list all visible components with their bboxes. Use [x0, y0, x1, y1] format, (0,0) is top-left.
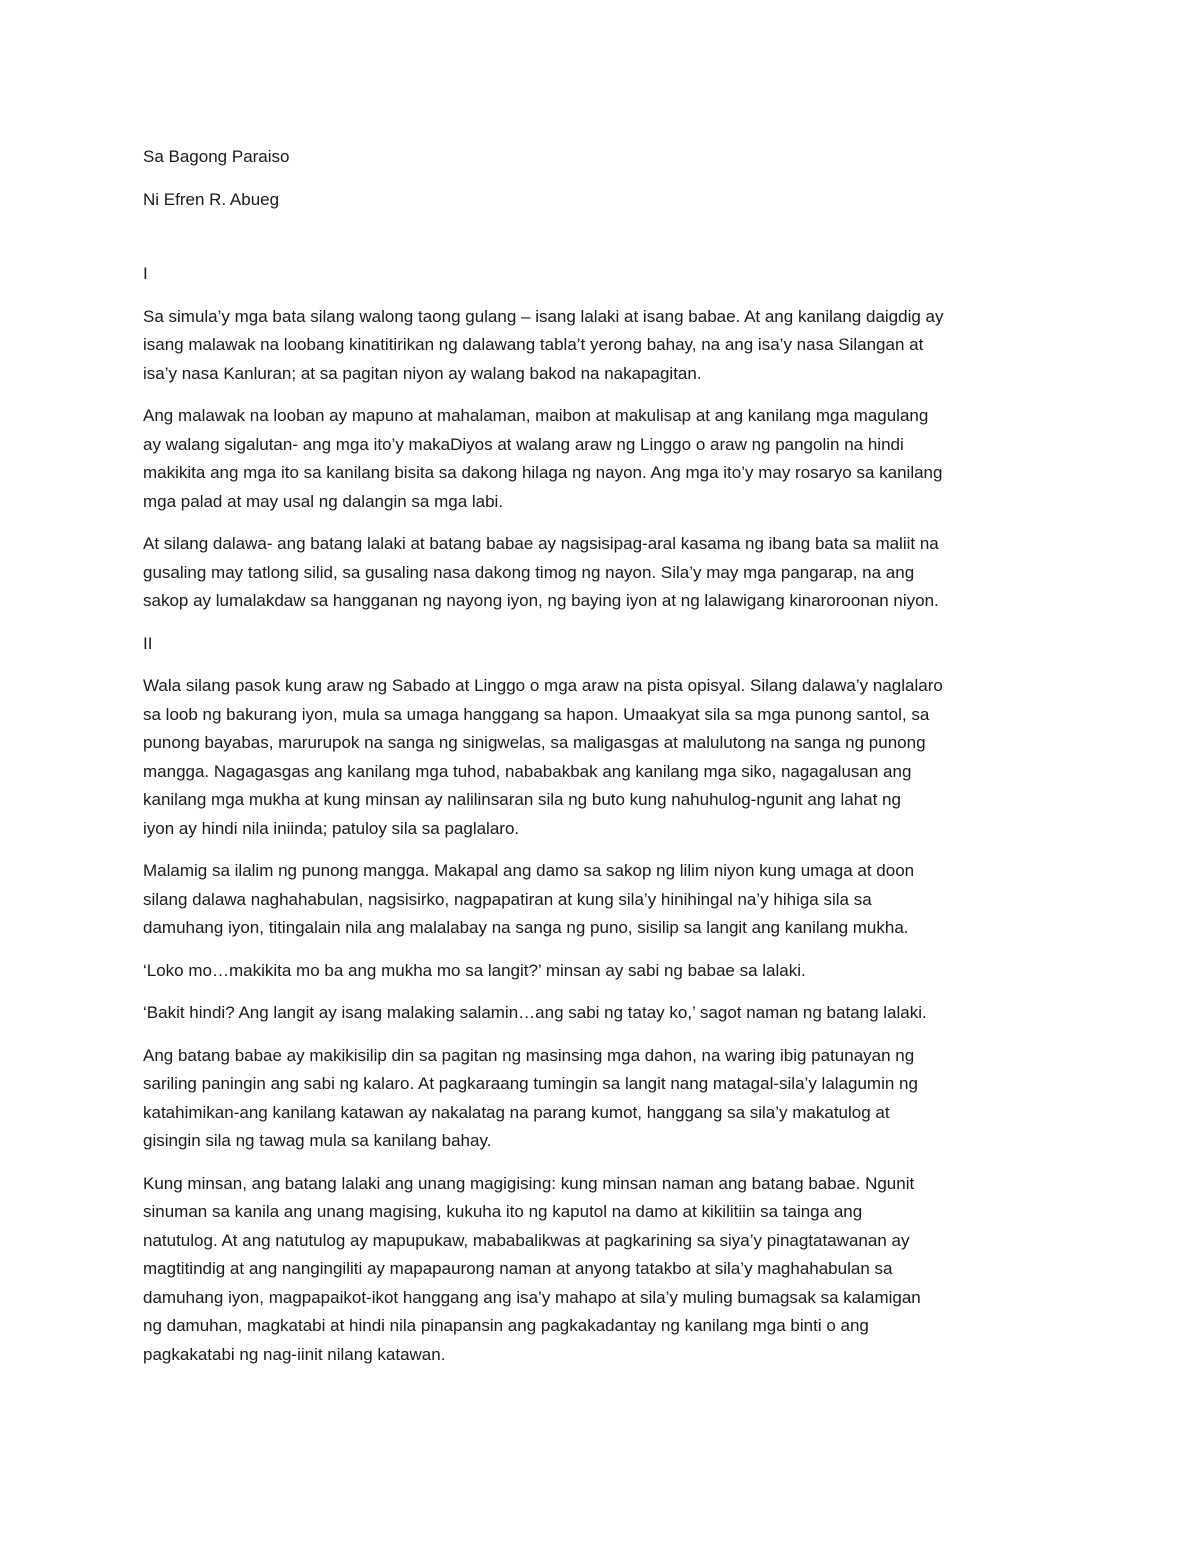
text-line: Sa simula’y mga bata silang walong taong gulang – isang lalaki at isang babae. At ang kanilang daigdig ay — [143, 306, 944, 326]
text-line: katahimikan-ang kanilang katawan ay nakalatag na parang kumot, hanggang sa sila’y makatulog at — [143, 1102, 890, 1122]
text-line: natutulog. At ang natutulog ay mapupukaw, mababalikwas at pagkarining sa siya’y pinagtatawanan ay — [143, 1230, 910, 1250]
paragraph — [143, 530, 1063, 616]
paragraph — [143, 672, 1063, 843]
text-line: mga palad at may usal ng dalangin sa mga labi. — [143, 491, 504, 511]
text-line: kanilang mga mukha at kung minsan ay nalilinsaran sila ng buto kung nahuhulog-ngunit ang lahat ng — [143, 790, 901, 809]
text-line: damuhang iyon, magpapaikot-ikot hanggang ang isa’y mahapo at sila’y muling bumagsak sa kalamigan — [143, 1287, 921, 1307]
text-line: sariling paningin ang sabi ng kalaro. At pagkaraang tumingin sa langit nang matagal-sila’y lalagumin ng — [143, 1074, 918, 1093]
text-line: At silang dalawa- ang batang lalaki at batang babae ay nagsisipag-aral kasama ng ibang bata sa maliit na — [143, 534, 939, 553]
text-line: Wala silang pasok kung araw ng Sabado at Linggo o mga araw na pista opisyal. Silang dalawa’y naglalaro — [143, 676, 943, 695]
text-line: iyon ay hindi nila iniinda; patuloy sila sa paglalaro. — [143, 818, 520, 838]
paragraph — [143, 999, 1063, 1028]
story-author: Ni Efren R. Abueg — [143, 189, 280, 209]
text-line: ‘Loko mo…makikita mo ba ang mukha mo sa langit?’ minsan ay sabi ng babae sa lalaki. — [143, 960, 806, 980]
story-title: Sa Bagong Paraiso — [143, 147, 290, 166]
document-body — [143, 143, 1063, 1383]
text-line: ay walang sigalutan- ang mga ito’y makaDiyos at walang araw ng Linggo o araw ng pangolin na hindi — [143, 434, 904, 454]
text-line: gusaling may tatlong silid, sa gusaling nasa dakong timog ng nayon. Sila’y may mga pangarap, na ang — [143, 562, 915, 582]
text-line: sa loob ng bakurang iyon, mula sa umaga hanggang sa hapon. Umaakyat sila sa mga punong santol, sa — [143, 704, 930, 724]
section-heading-2: II — [143, 633, 153, 653]
text-line: ‘Bakit hindi? Ang langit ay isang malaking salamin…ang sabi ng tatay ko,’ sagot naman ng batang lalaki. — [143, 1003, 927, 1022]
section-2-paragraphs — [143, 672, 1063, 1369]
paragraph — [143, 957, 1063, 986]
section-heading-1: I — [143, 264, 148, 283]
text-line: damuhang iyon, titingalain nila ang malalabay na sanga ng puno, sisilip sa langit ang kanilang mukha. — [143, 918, 909, 937]
text-line: sakop ay lumalakdaw sa hangganan ng nayong iyon, ng baying iyon at ng lalawigang kinaroroonan niyon. — [143, 591, 939, 610]
paragraph — [143, 303, 1063, 389]
text-line: isa’y nasa Kanluran; at sa pagitan niyon ay walang bakod na nakapagitan. — [143, 363, 702, 383]
text-line: magtitindig at ang nangingiliti ay mapapaurong naman at anyong tatakbo at sila’y maghahabulan sa — [143, 1259, 893, 1278]
text-line: gisingin sila ng tawag mula sa kanilang bahay. — [143, 1131, 492, 1150]
text-line: isang malawak na loobang kinatitirikan ng dalawang tabla’t yerong bahay, na ang isa’y nasa Silangan at — [143, 335, 924, 354]
text-line: Kung minsan, ang batang lalaki ang unang magigising: kung minsan naman ang batang babae. Ngunit — [143, 1173, 915, 1193]
text-line: makikita ang mga ito sa kanilang bisita sa dakong hilaga ng nayon. Ang mga ito’y may rosaryo sa kanilang — [143, 463, 943, 482]
text-line: mangga. Nagagasgas ang kanilang mga tuhod, nababakbak ang kanilang mga siko, nagagalusan ang — [143, 761, 912, 781]
text-line: pagkakatabi ng nag-iinit nilang katawan. — [143, 1344, 446, 1364]
paragraph — [143, 857, 1063, 943]
paragraph — [143, 1042, 1063, 1156]
paragraph — [143, 1170, 1063, 1370]
text-line: Malamig sa ilalim ng punong mangga. Makapal ang damo sa sakop ng lilim niyon kung umaga at doon — [143, 861, 915, 880]
section-1-paragraphs — [143, 303, 1063, 616]
text-line: ng damuhan, magkatabi at hindi nila pinapansin ang pagkakadantay ng kanilang mga binti o ang — [143, 1316, 869, 1335]
paragraph — [143, 402, 1063, 516]
text-line: silang dalawa naghahabulan, nagsisirko, nagpapatiran at kung sila’y hinihingal na’y hihiga sila sa — [143, 889, 872, 909]
text-line: punong bayabas, marurupok na sanga ng sinigwelas, sa maligasgas at malulutong na sanga ng punong — [143, 733, 926, 752]
text-line: sinuman sa kanila ang unang magising, kukuha ito ng kaputol na damo at kikilitiin sa tainga ang — [143, 1202, 863, 1221]
text-line: Ang malawak na looban ay mapuno at mahalaman, maibon at makulisap at ang kanilang mga magulang — [143, 406, 929, 425]
text-line: Ang batang babae ay makikisilip din sa pagitan ng masinsing mga dahon, na waring ibig patunayan ng — [143, 1045, 915, 1065]
